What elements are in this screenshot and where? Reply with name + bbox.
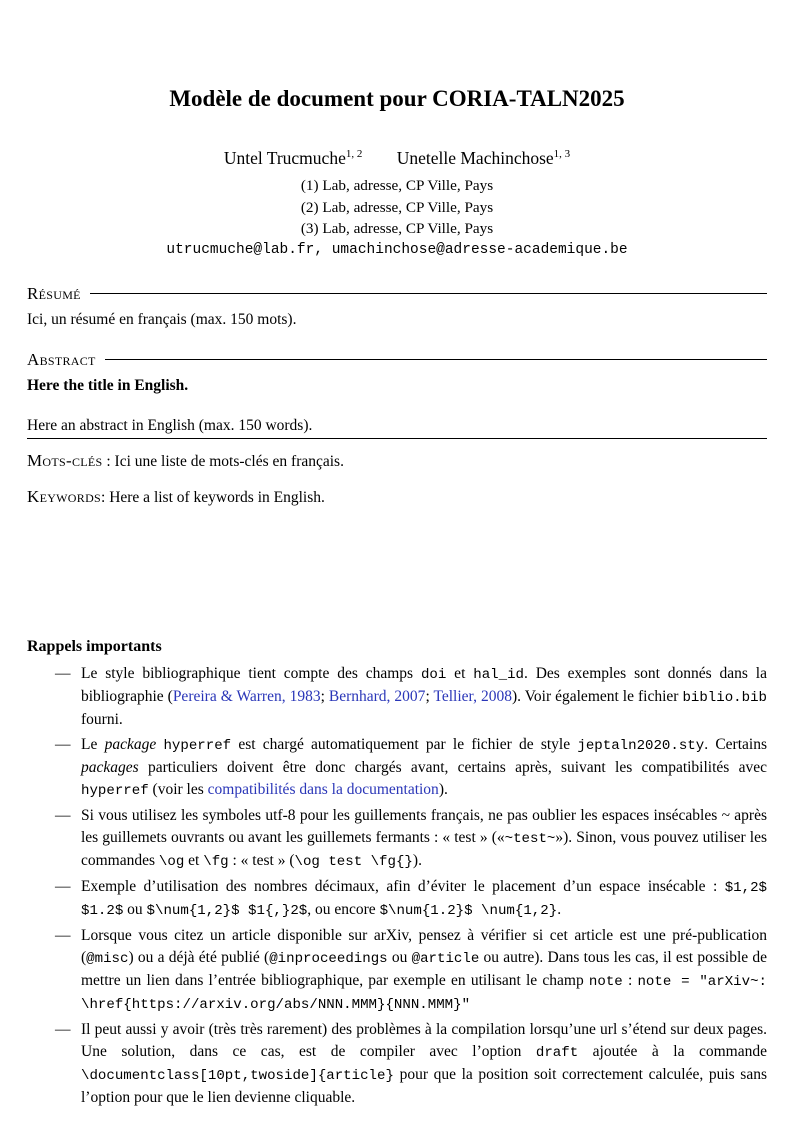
text-run: : « test » ( bbox=[228, 851, 295, 869]
item-text bbox=[81, 925, 767, 1016]
text-run: package bbox=[104, 735, 157, 753]
list-item bbox=[27, 805, 767, 873]
item-dash: — bbox=[55, 806, 71, 824]
text-run: Il peut aussi y avoir (très très rarement) des problèmes à la compilation lorsqu’une url s’étend sur deux pages. Une solution, dans ce cas, est de compiler avec l’option bbox=[81, 1020, 767, 1060]
keywords-text: : Here a list of keywords in English. bbox=[101, 488, 325, 506]
author bbox=[224, 148, 363, 168]
item-dash: — bbox=[55, 1020, 71, 1038]
text-run: hal_id bbox=[473, 666, 524, 683]
abstract-text: Here an abstract in English (max. 150 words). bbox=[27, 416, 313, 434]
text-run: ou bbox=[123, 900, 147, 918]
text-run: Le style bibliographique tient compte des champs bbox=[81, 664, 421, 682]
list-item bbox=[27, 663, 767, 731]
item-dash: — bbox=[55, 664, 71, 682]
resume-section-header bbox=[27, 284, 767, 304]
text-run: est chargé automatiquement par le fichier de style bbox=[231, 735, 578, 753]
author-affiliation-marks: 1, 2 bbox=[345, 148, 363, 161]
text-run: »). Sinon, vous pouvez utiliser les commandes bbox=[81, 828, 767, 869]
text-run: $\num{1.2}$ \num{1,2} bbox=[379, 902, 558, 919]
affiliation-line: (3) Lab, adresse, CP Ville, Pays bbox=[300, 220, 494, 237]
text-run: ; bbox=[320, 687, 329, 705]
author-name: Untel Trucmuche bbox=[223, 148, 346, 168]
text-run: , ou encore bbox=[307, 900, 380, 918]
text-run: doi bbox=[420, 666, 447, 683]
text-run: draft bbox=[535, 1044, 579, 1061]
section-rule bbox=[90, 293, 767, 294]
text-run: ) ou a déjà été publié ( bbox=[128, 948, 270, 966]
text-run: hyperref bbox=[163, 737, 232, 754]
text-run: (voir les bbox=[148, 780, 208, 798]
text-run: \og test \fg{} bbox=[294, 853, 413, 870]
inline-link[interactable]: Tellier, 2008 bbox=[433, 687, 512, 705]
text-run: . Des exemples sont donnés dans la bibliographie ( bbox=[81, 664, 767, 705]
resume-text: Ici, un résumé en français (max. 150 mots). bbox=[27, 310, 297, 328]
section-heading: Rappels importants bbox=[27, 637, 162, 655]
text-run: pour que la position soit correctement calculée, puis sans l’option pour que le lien devienne cliquable. bbox=[81, 1065, 767, 1106]
reminders-list bbox=[27, 663, 767, 1109]
abstract-label: Abstract bbox=[27, 349, 96, 369]
text-run: note bbox=[588, 973, 623, 990]
motscles-label: Mots-clés bbox=[27, 450, 103, 470]
text-run: . bbox=[557, 900, 562, 918]
item-text bbox=[81, 663, 767, 731]
emails-line: utrucmuche@lab.fr, umachinchose@adresse-academique.be bbox=[166, 241, 628, 258]
text-run: ). bbox=[438, 780, 448, 798]
affiliation-line: (2) Lab, adresse, CP Ville, Pays bbox=[300, 198, 494, 216]
item-text bbox=[81, 876, 767, 922]
text-run: ; bbox=[425, 687, 434, 705]
keywords-label: Keywords bbox=[27, 486, 102, 506]
inline-link[interactable]: compatibilités dans la documentation bbox=[207, 780, 439, 798]
text-run: $\num{1,2}$ $1{,}2$ bbox=[146, 902, 308, 919]
text-run: ~test~ bbox=[504, 830, 556, 847]
inline-link[interactable]: Bernhard, 2007 bbox=[328, 687, 426, 705]
text-run: biblio.bib bbox=[682, 689, 768, 706]
authors-line bbox=[27, 148, 767, 169]
text-run: et bbox=[446, 664, 474, 682]
text-run: jeptaln2020.sty bbox=[577, 737, 705, 754]
item-dash: — bbox=[55, 735, 71, 753]
item-text bbox=[81, 734, 767, 802]
text-run: Le bbox=[81, 735, 105, 753]
paper-title: Modèle de document pour CORIA-TALN2025 bbox=[169, 86, 625, 111]
text-run: @misc bbox=[86, 950, 129, 967]
item-dash: — bbox=[55, 926, 71, 944]
motscles-text: : Ici une liste de mots-clés en français. bbox=[102, 452, 344, 470]
text-run: particuliers doivent être donc chargés avant, certains après, suivant les compatibilités avec bbox=[138, 758, 767, 776]
abstract-english-title: Here the title in English. bbox=[27, 376, 189, 394]
item-dash: — bbox=[55, 877, 71, 895]
text-run: . Certains bbox=[704, 735, 767, 753]
section-rule bbox=[105, 359, 767, 360]
list-item bbox=[27, 734, 767, 802]
text-run: @inproceedings bbox=[269, 950, 388, 967]
list-item bbox=[27, 925, 767, 1016]
text-run: Lorsque vous citez un article disponible sur arXiv, pensez à vérifier si cet article est une pré-publication ( bbox=[81, 926, 767, 966]
text-run: ou autre). Dans tous les cas, il est possible de mettre un lien dans l’entrée bibliographique, par exemple en utilisant le champ bbox=[81, 948, 768, 989]
list-item bbox=[27, 1019, 767, 1109]
text-run: @article bbox=[411, 950, 480, 967]
text-run: fourni. bbox=[81, 710, 123, 728]
text-run: Exemple d’utilisation des nombres décimaux, afin d’éviter le placement d’un espace insécable : bbox=[81, 877, 725, 895]
inline-link[interactable]: Pereira & Warren, 1983 bbox=[172, 687, 321, 705]
resume-label: Résumé bbox=[27, 283, 81, 303]
text-run: ajoutée à la commande bbox=[578, 1042, 767, 1060]
author-affiliation-marks: 1, 3 bbox=[553, 148, 571, 161]
text-run: ). Voir également le fichier bbox=[511, 687, 683, 705]
text-run: ). bbox=[412, 851, 422, 869]
abstract-section-header bbox=[27, 350, 767, 370]
item-text bbox=[81, 805, 767, 873]
text-run: et bbox=[184, 851, 204, 869]
text-run: Si vous utilisez les symboles utf-8 pour les guillements français, ne pas oublier les espaces insécables ~ après les guillemets ouvrants ou avant les guillemets fermants : « test » (« bbox=[81, 806, 767, 846]
text-run: \documentclass[10pt,twoside]{article} bbox=[81, 1067, 394, 1084]
affiliation-line: (1) Lab, adresse, CP Ville, Pays bbox=[300, 177, 494, 194]
author-name: Unetelle Machinchose bbox=[396, 148, 554, 168]
keywords-line bbox=[27, 486, 767, 508]
motscles-line bbox=[27, 450, 767, 472]
text-run: hyperref bbox=[81, 782, 149, 799]
text-run: packages bbox=[81, 758, 139, 776]
author bbox=[397, 148, 570, 168]
text-run: ou bbox=[387, 948, 412, 966]
text-run: : bbox=[622, 971, 638, 989]
abstract-closing-rule bbox=[27, 438, 767, 439]
text-run: $1,2$ $1.2$ bbox=[81, 879, 767, 919]
text-run: \og bbox=[158, 853, 185, 870]
affiliations-block bbox=[27, 175, 767, 240]
text-run: note = "arXiv~: \href{https://arxiv.org/abs/NNN.MMM}{NNN.MMM}" bbox=[81, 973, 767, 1013]
text-run: \fg bbox=[203, 853, 229, 870]
item-text bbox=[81, 1019, 767, 1109]
list-item bbox=[27, 876, 767, 922]
